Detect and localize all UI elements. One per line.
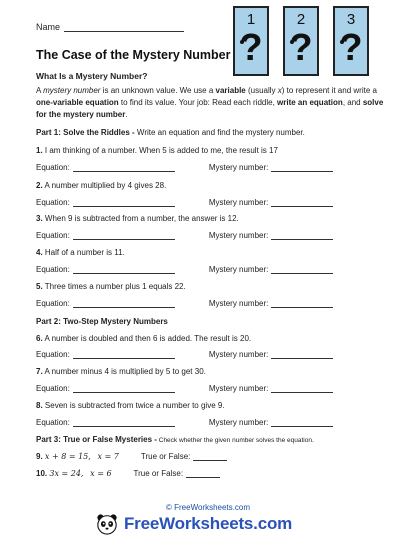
- footer-copyright-link[interactable]: © FreeWorksheets.com: [166, 503, 250, 512]
- question-mark-icon: ?: [239, 27, 263, 69]
- equation-blank[interactable]: [73, 198, 175, 207]
- true-false-blank[interactable]: [193, 452, 227, 461]
- part3-heading: Part 3: True or False Mysteries - Check whether the given number solves the equation.: [36, 435, 314, 444]
- answer-row-5: Equation: Mystery number:: [36, 299, 366, 308]
- mystery-number-blank[interactable]: [271, 350, 333, 359]
- equation-blank[interactable]: [73, 231, 175, 240]
- mystery-number-blank[interactable]: [271, 198, 333, 207]
- card-number: 1: [246, 11, 256, 28]
- question-4: 4. Half of a number is 11.: [36, 248, 125, 257]
- answer-row-2: Equation: Mystery number:: [36, 198, 366, 207]
- brand-name: FreeWorksheets.com: [124, 514, 293, 533]
- part2-heading: Part 2: Two-Step Mystery Numbers: [36, 317, 168, 326]
- answer-row-1: Equation: Mystery number:: [36, 163, 366, 172]
- name-blank[interactable]: [64, 22, 184, 32]
- panda-logo-icon: [96, 513, 118, 535]
- card-number: 2: [296, 11, 306, 28]
- answer-row-4: Equation: Mystery number:: [36, 265, 366, 274]
- equation-blank[interactable]: [73, 163, 175, 172]
- intro-paragraph: A mystery number is an unknown value. We use a variable (usually x) to represent it and write a one-variable equation to find its value. Your job: Read each riddle, write an equation, and solve for the mystery number.: [36, 86, 384, 119]
- card-number: 3: [346, 11, 356, 28]
- question-2: 2. A number multiplied by 4 gives 28.: [36, 181, 167, 190]
- mystery-number-blank[interactable]: [271, 231, 333, 240]
- question-6: 6. A number is doubled and then 6 is added. The result is 20.: [36, 334, 252, 343]
- mystery-card-3: [333, 6, 369, 76]
- question-1: 1. I am thinking of a number. When 5 is added to me, the result is 17: [36, 146, 278, 155]
- equation-blank[interactable]: [73, 265, 175, 274]
- question-8: 8. Seven is subtracted from twice a number to give 9.: [36, 401, 225, 410]
- part1-heading: Part 1: Solve the Riddles - Write an equation and find the mystery number.: [36, 128, 305, 137]
- tf-item-10: 10. 3x = 24, x = 6 True or False:: [36, 469, 220, 478]
- equation-blank[interactable]: [73, 418, 175, 427]
- mystery-card-2: [283, 6, 319, 76]
- answer-row-7: Equation: Mystery number:: [36, 384, 366, 393]
- name-label: Name: [36, 22, 61, 32]
- equation-blank[interactable]: [73, 299, 175, 308]
- mystery-number-blank[interactable]: [271, 265, 333, 274]
- question-mark-icon: ?: [289, 27, 313, 69]
- question-3: 3. When 9 is subtracted from a number, the answer is 12.: [36, 214, 239, 223]
- mystery-number-blank[interactable]: [271, 163, 333, 172]
- mystery-card-1: [233, 6, 269, 76]
- footer-brand: [96, 513, 292, 535]
- answer-row-3: Equation: Mystery number:: [36, 231, 366, 240]
- question-7: 7. A number minus 4 is multiplied by 5 to get 30.: [36, 367, 206, 376]
- tf-item-9: 9. x + 8 = 15, x = 7 True or False:: [36, 452, 227, 461]
- section-subtitle: What Is a Mystery Number?: [36, 71, 148, 81]
- equation-blank[interactable]: [73, 384, 175, 393]
- worksheet-title: The Case of the Mystery Number: [36, 48, 231, 62]
- answer-row-8: Equation: Mystery number:: [36, 418, 366, 427]
- question-mark-icon: ?: [339, 27, 363, 69]
- mystery-number-blank[interactable]: [271, 299, 333, 308]
- question-5: 5. Three times a number plus 1 equals 22.: [36, 282, 186, 291]
- answer-row-6: Equation: Mystery number:: [36, 350, 366, 359]
- name-field[interactable]: [36, 22, 184, 32]
- mystery-number-blank[interactable]: [271, 418, 333, 427]
- equation-blank[interactable]: [73, 350, 175, 359]
- true-false-blank[interactable]: [186, 469, 220, 478]
- mystery-number-blank[interactable]: [271, 384, 333, 393]
